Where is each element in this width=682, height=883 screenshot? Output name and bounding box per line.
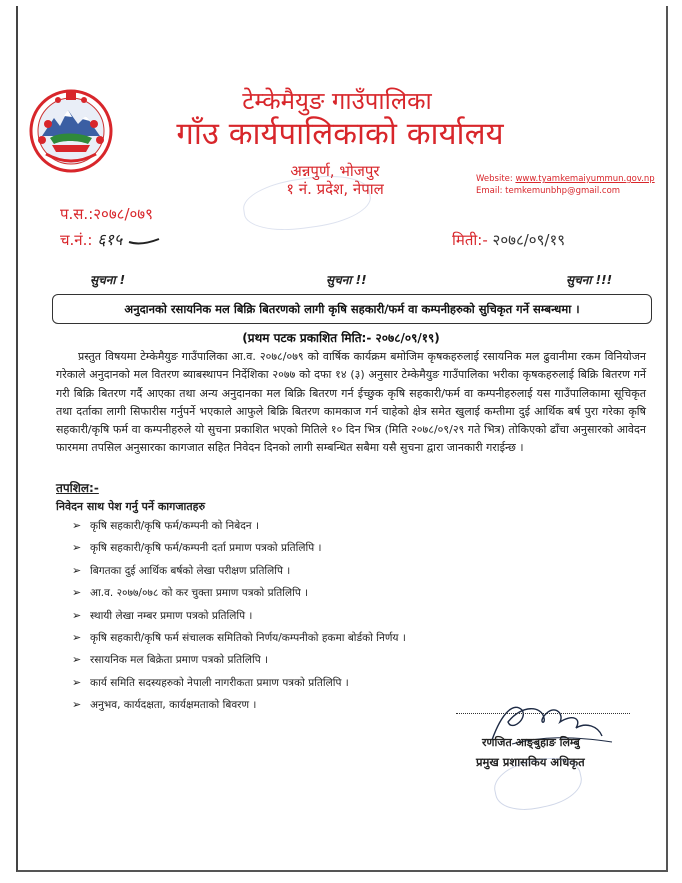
- email-address[interactable]: temkemunbhp@gmail.com: [505, 186, 621, 196]
- subject-box: अनुदानको रसायनिक मल बिक्रि बितरणको लागी कृषि सहकारी/फर्म वा कम्पनीहरुको सुचिकृत गर्ने सम्बन्धमा ।: [52, 294, 652, 324]
- list-item: ➢ कार्य समिति सदस्यहरुको नेपाली नागरीकता प्रमाण पत्रको प्रतिलिपि ।: [72, 672, 406, 694]
- publication-date: (प्रथम पटक प्रकाशित मिति:- २०७८/०९/१९): [242, 331, 440, 345]
- arrow-bullet-icon: ➢: [72, 675, 82, 689]
- website-label: Website:: [476, 174, 513, 184]
- arrow-bullet-icon: ➢: [72, 586, 82, 600]
- date-value: २०७८/०९/१९: [492, 231, 566, 249]
- arrow-bullet-icon: ➢: [72, 608, 82, 622]
- list-item: ➢ बिगतका दुई आर्थिक बर्षको लेखा परीक्षण प्रतिलिपि ।: [72, 560, 406, 582]
- date-label: मिती:-: [452, 231, 488, 249]
- email-label: Email:: [476, 186, 503, 196]
- website-link[interactable]: www.tyamkemaiyummun.gov.np: [515, 174, 655, 184]
- notice-label-1: सुचना !: [90, 273, 126, 287]
- office-name: गाँउ कार्यपालिकाको कार्यालय: [176, 116, 504, 152]
- patra-sankhya: प.स.:२०७८/०७९: [60, 205, 153, 223]
- body-paragraph: प्रस्तुत विषयमा टेम्केमैयुङ गाउँपालिका आ.व. २०७८/०७९ को वार्षिक कार्यक्रम बमोजिम कृषकहरुलाई रसायनिक मल ढुवानीमा रकम विनियोजन गरेकाले अनुदानको मल वितरण ब्याबस्थापन निर्देशिका २०७७ को दफा १४ (३) अनुसार टेम्केमैयुङ गाउँपालिका भरीका कृषकहरुलाई बिक्रि बितरण गर्ने गरी बिक्रि बितरण गर्दै आएका तथा अन्य अनुदानका मल बिक्रि बितरण गर्न ईच्छुक कृषि सहकारी/फर्म वा कम्पनीहरुलाई यस गाउँपालिकामा सूचिकृत तथा दर्ताका लागी सिफारीस गर्नुपर्ने भएकाले आफुले बिक्रि बितरण कामकाज गर्न चाहेको क्षेत्र समेत खुलाई कम्तीमा दुई आर्थिक बर्ष पुरा गरेका कृषि सहकारी/कृषि फर्म वा कम्पनीहरुले यो सुचना प्रकाशित भएको मितिले १० दिन भित्र (मिति २०७८/०९/२९ गते भित्र) तोकिएको ढाँचा अनुसारको आवेदन फारममा तपसिल अनुसारका कागजात सहित निवेदन दिनको लागी सम्बन्धित सबैमा यसै सुचना द्वारा जानकारी गराईन्छ ।: [56, 350, 646, 455]
- arrow-bullet-icon: ➢: [72, 630, 82, 644]
- arrow-bullet-icon: ➢: [72, 519, 82, 532]
- arrow-bullet-icon: ➢: [72, 698, 82, 712]
- list-item: ➢ स्थायी लेखा नम्बर प्रमाण पत्रको प्रतिलिपि ।: [72, 605, 406, 627]
- list-item: ➢ अनुभव, कार्यदक्षता, कार्यक्षमताको बिवरण ।: [72, 694, 406, 716]
- arrow-bullet-icon: ➢: [72, 563, 82, 577]
- signatory-name: रणजित आङ्बुहाङ लिम्बु: [482, 736, 580, 749]
- signature-line: [456, 713, 630, 714]
- documents-list: [72, 515, 406, 717]
- list-item: ➢ कृषि सहकारी/कृषि फर्म संचालक समितिको निर्णय/कम्पनीको हकमा बोर्डको निर्णय ।: [72, 627, 406, 649]
- arrow-bullet-icon: ➢: [72, 653, 82, 667]
- municipality-name: टेम्केमैयुङ गाउँपालिका: [242, 87, 432, 115]
- chalani-value: ६१५: [97, 230, 123, 249]
- date-line: [452, 230, 565, 250]
- list-item: ➢ कृषि सहकारी/कृषि फर्म/कम्पनी दर्ता प्रमाण पत्रको प्रतिलिपि ।: [72, 537, 406, 559]
- notice-label-3: सुचना !!!: [566, 273, 613, 287]
- chalani-number: [60, 228, 161, 250]
- signatory-title: प्रमुख प्रशासकिय अधिकृत: [476, 755, 585, 769]
- notice-label-2: सुचना !!: [326, 273, 367, 287]
- arrow-bullet-icon: ➢: [72, 541, 82, 555]
- documents-heading: निवेदन साथ पेश गर्नु पर्ने कागजातहरु: [56, 500, 206, 513]
- nepal-emblem-logo: [28, 88, 114, 174]
- list-item: ➢ आ.व. २०७७/०७८ को कर चुक्ता प्रमाण पत्रको प्रतिलिपि ।: [72, 582, 406, 604]
- list-item: ➢ कृषि सहकारी/कृषि फर्म/कम्पनी को निबेदन ।: [72, 515, 406, 537]
- tapsil-heading: तपशिल:-: [56, 481, 99, 495]
- address-line-1: अन्नपुर्ण, भोजपुर: [290, 162, 380, 180]
- contact-block: [476, 173, 655, 197]
- list-item: ➢ रसायनिक मल बिक्रेता प्रमाण पत्रको प्रतिलिपि ।: [72, 649, 406, 671]
- address-line-2: १ नं. प्रदेश, नेपाल: [286, 180, 384, 198]
- chalani-label: च.नं.:: [60, 231, 93, 249]
- handwritten-stroke-icon: [127, 236, 161, 246]
